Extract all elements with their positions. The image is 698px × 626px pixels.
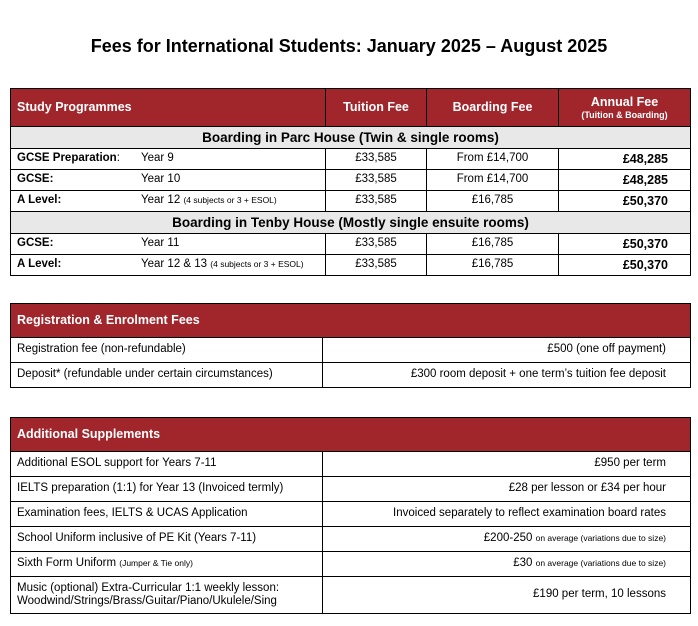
programme-label: A Level:	[17, 194, 62, 207]
supplements-table	[10, 417, 691, 614]
tuition-cell: £33,585	[326, 149, 427, 170]
boarding-cell: From £14,700	[427, 170, 559, 191]
programme-label: GCSE:	[17, 237, 54, 250]
annual-cell: £48,285	[559, 149, 691, 170]
supplements-header-row	[11, 418, 691, 452]
programme-year: Year 9	[141, 152, 174, 165]
table-row	[11, 149, 691, 170]
table-row	[11, 552, 691, 577]
supplement-label: Sixth Form Uniform	[17, 557, 117, 570]
boarding-cell: £16,785	[427, 191, 559, 212]
section-row	[11, 212, 691, 234]
fee-label: Registration fee (non-refundable)	[11, 338, 323, 363]
tuition-cell: £33,585	[326, 255, 427, 276]
supplement-label: Examination fees, IELTS & UCAS Application	[11, 502, 323, 527]
boarding-cell: From £14,700	[427, 149, 559, 170]
programme-note: (4 subjects or 3 + ESOL)	[183, 195, 277, 206]
supplement-label-line2: Woodwind/Strings/Brass/Guitar/Piano/Ukulele/Sing	[17, 595, 277, 607]
supplement-label-cell	[11, 552, 323, 577]
supplement-value: £950 per term	[323, 452, 691, 477]
programme-label: GCSE:	[17, 173, 54, 186]
programme-year: Year 12	[141, 194, 181, 207]
supplement-value: £30	[513, 557, 533, 570]
registration-header: Registration & Enrolment Fees	[11, 304, 691, 338]
programme-label	[17, 152, 141, 165]
registration-header-row	[11, 304, 691, 338]
table-row	[11, 234, 691, 255]
programme-cell	[11, 234, 326, 255]
table-row	[11, 338, 691, 363]
table-row	[11, 191, 691, 212]
programme-year: Year 10	[141, 173, 181, 186]
fee-value: £500 (one off payment)	[323, 338, 691, 363]
supplement-value-cell	[323, 552, 691, 577]
supplements-header: Additional Supplements	[11, 418, 691, 452]
section-parc-house: Boarding in Parc House (Twin & single rooms)	[11, 127, 691, 149]
header-tuition-fee: Tuition Fee	[326, 89, 427, 127]
programme-cell	[11, 191, 326, 212]
supplement-label-cell	[11, 577, 323, 614]
page-title: Fees for International Students: January 2025 – August 2025	[90, 36, 608, 56]
supplement-value: Invoiced separately to reflect examination board rates	[323, 502, 691, 527]
header-annual-fee-label: Annual Fee	[590, 95, 659, 110]
supplement-label: Music (optional) Extra-Curricular 1:1 weekly lesson:	[17, 581, 280, 594]
tuition-cell: £33,585	[326, 234, 427, 255]
supplement-value: £200-250	[483, 532, 533, 545]
annual-cell: £50,370	[559, 234, 691, 255]
boarding-cell: £16,785	[427, 234, 559, 255]
section-row	[11, 127, 691, 149]
header-study-programmes: Study Programmes	[11, 89, 326, 127]
fees-table	[10, 88, 691, 276]
supplement-value: £28 per lesson or £34 per hour	[323, 477, 691, 502]
table-row	[11, 477, 691, 502]
supplement-label-note: (Jumper & Tie only)	[119, 558, 193, 569]
programme-colon: :	[116, 152, 120, 165]
table-row	[11, 363, 691, 388]
supplement-value: £190 per term, 10 lessons	[323, 577, 691, 614]
programme-note: (4 subjects or 3 + ESOL)	[210, 259, 304, 270]
fee-value: £300 room deposit + one term’s tuition fee deposit	[323, 363, 691, 388]
header-annual-fee	[559, 89, 691, 127]
annual-cell: £50,370	[559, 191, 691, 212]
programme-cell	[11, 255, 326, 276]
section-tenby-house: Boarding in Tenby House (Mostly single ensuite rooms)	[11, 212, 691, 234]
tuition-cell: £33,585	[326, 170, 427, 191]
supplement-value-note: on average (variations due to size)	[535, 558, 666, 569]
registration-table	[10, 303, 691, 388]
table-row	[11, 502, 691, 527]
tuition-cell: £33,585	[326, 191, 427, 212]
annual-cell: £50,370	[559, 255, 691, 276]
table-row	[11, 452, 691, 477]
table-row	[11, 527, 691, 552]
supplement-label: School Uniform inclusive of PE Kit (Years 7-11)	[11, 527, 323, 552]
programme-label: A Level:	[17, 258, 62, 271]
fees-header-row	[11, 89, 691, 127]
header-boarding-fee: Boarding Fee	[427, 89, 559, 127]
supplement-value-note: on average (variations due to size)	[535, 533, 666, 544]
boarding-cell: £16,785	[427, 255, 559, 276]
supplement-label: Additional ESOL support for Years 7-11	[11, 452, 323, 477]
programme-cell	[11, 170, 326, 191]
programme-year: Year 12 & 13	[141, 258, 208, 271]
table-row	[11, 577, 691, 614]
table-row	[11, 255, 691, 276]
annual-cell: £48,285	[559, 170, 691, 191]
table-row	[11, 170, 691, 191]
programme-year: Year 11	[141, 237, 180, 250]
programme-name: GCSE Preparation	[17, 152, 117, 165]
header-annual-fee-sub: (Tuition & Boarding)	[581, 109, 668, 120]
fee-label: Deposit* (refundable under certain circumstances)	[11, 363, 323, 388]
supplement-label: IELTS preparation (1:1) for Year 13 (Invoiced termly)	[11, 477, 323, 502]
supplement-value-cell	[323, 527, 691, 552]
programme-cell	[11, 149, 326, 170]
